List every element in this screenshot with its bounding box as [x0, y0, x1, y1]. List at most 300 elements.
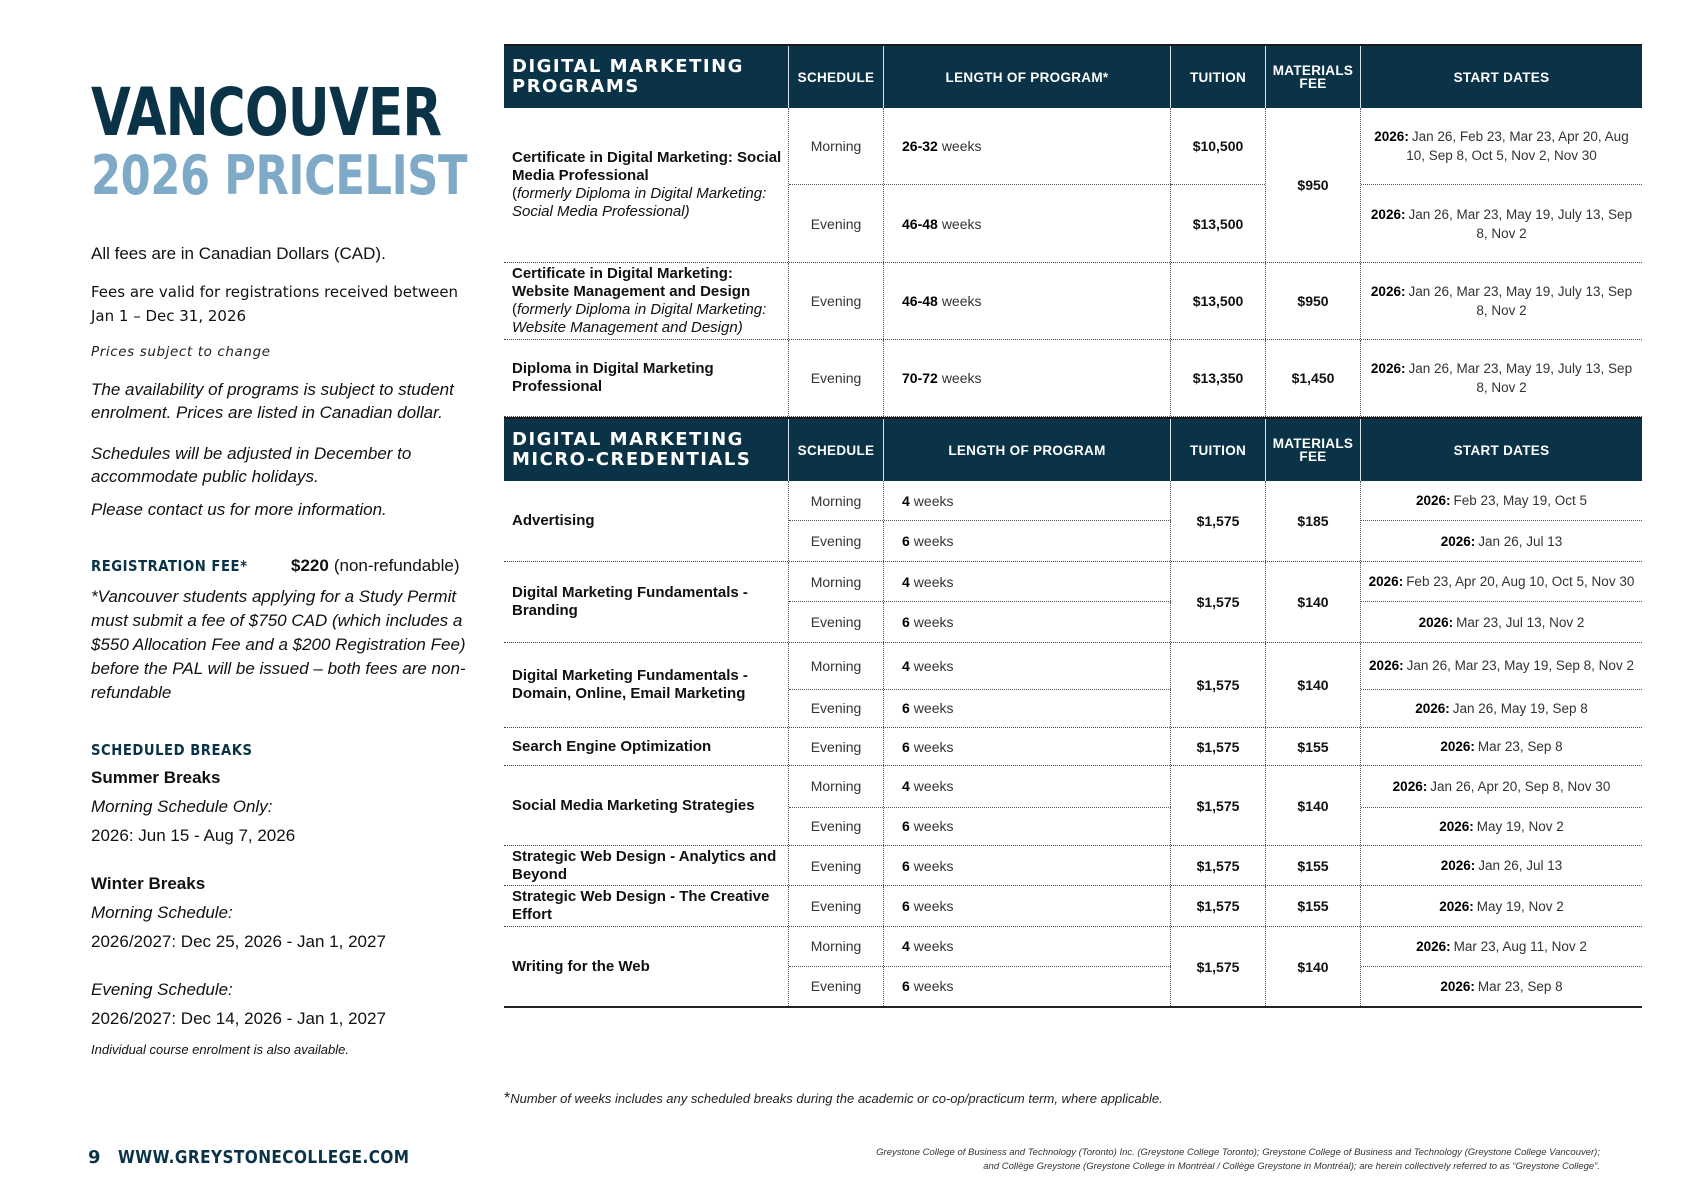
tuition-cell — [1171, 263, 1266, 339]
start-dates — [1361, 846, 1642, 885]
start-dates-cell — [1361, 263, 1642, 339]
start-date-list: Jan 26, Jul 13 — [1478, 533, 1563, 549]
length-footnote — [504, 1090, 1163, 1108]
length-cell — [884, 602, 1171, 642]
header-length: LENGTH OF PROGRAM — [884, 419, 1171, 481]
schedule-rows — [789, 108, 1171, 262]
schedule-cell: Evening — [789, 185, 884, 262]
validity-line-2: Jan 1 – Dec 31, 2026 — [91, 307, 247, 325]
schedule-rows — [789, 846, 1171, 885]
length-cell — [884, 643, 1171, 689]
header-materials: MATERIALS FEE — [1266, 46, 1361, 108]
former-name — [512, 301, 788, 337]
start-dates-cell — [1361, 481, 1642, 561]
start-date-list: Mar 23, Jul 13, Nov 2 — [1456, 614, 1585, 630]
program-name: Diploma in Digital Marketing Professional — [512, 360, 714, 395]
tuition-cell — [1171, 108, 1266, 262]
start-date-list: Feb 23, May 19, Oct 5 — [1453, 493, 1588, 508]
program-name-block — [512, 848, 788, 884]
program-name: Digital Marketing Fundamentals - Branding — [512, 584, 748, 619]
length-cell — [884, 766, 1171, 807]
schedule-row — [789, 728, 1171, 765]
schedule-rows — [789, 927, 1171, 1006]
materials-fee-value: $140 — [1266, 562, 1361, 642]
start-dates — [1361, 340, 1642, 416]
schedule-row — [789, 340, 1171, 416]
length-cell — [884, 967, 1171, 1006]
program-name-cell — [504, 766, 789, 845]
schedule-rows — [789, 340, 1171, 416]
program-name-cell — [504, 108, 789, 262]
start-date-list: Jan 26, Apr 20, Sep 8, Nov 30 — [1430, 778, 1611, 794]
length-cell — [884, 521, 1171, 561]
start-date-list: Feb 23, Apr 20, Aug 10, Oct 5, Nov 30 — [1406, 574, 1635, 589]
length-cell — [884, 481, 1171, 520]
cad-note: All fees are in Canadian Dollars (CAD). — [91, 244, 386, 263]
schedule-cell: Morning — [789, 481, 884, 520]
length-cell — [884, 728, 1171, 765]
program-name-block — [512, 149, 788, 221]
length-number: 4 — [902, 657, 910, 674]
schedule-cell: Morning — [789, 927, 884, 966]
start-year: 2026: — [1369, 658, 1404, 674]
length-number: 4 — [902, 778, 910, 795]
header-start-dates: START DATES — [1453, 442, 1550, 458]
length-unit: weeks — [913, 492, 954, 509]
start-dates — [1361, 481, 1642, 521]
tuition-value: $1,575 — [1171, 562, 1266, 642]
program-name-cell — [504, 728, 789, 765]
table-group — [504, 562, 1642, 643]
winter-breaks-title: Winter Breaks — [91, 874, 206, 893]
schedule-row — [789, 263, 1171, 339]
start-dates-cell — [1361, 886, 1642, 926]
legal-line-1: Greystone College of Business and Technology (Toronto) Inc. (Greystone College Toronto); Greystone College of Business and Technology (Greystone College Vancouver); — [876, 1147, 1600, 1158]
program-name-cell — [504, 927, 789, 1006]
summer-breaks-date: 2026: Jun 15 - Aug 7, 2026 — [91, 826, 296, 845]
tuition-value: $13,500 — [1192, 293, 1244, 309]
schedule-rows — [789, 766, 1171, 845]
start-dates — [1361, 602, 1642, 642]
start-dates — [1361, 521, 1642, 561]
start-dates-cell — [1361, 643, 1642, 727]
schedule-rows — [789, 562, 1171, 642]
length-number: 46-48 — [902, 215, 938, 232]
pricelist-table — [504, 44, 1642, 1008]
schedule-rows — [789, 643, 1171, 727]
start-year: 2026: — [1440, 978, 1475, 994]
tuition-value: $1,575 — [1171, 846, 1266, 885]
program-name-block — [512, 512, 595, 530]
length-number: 6 — [902, 700, 910, 717]
start-dates-cell — [1361, 927, 1642, 1006]
summer-breaks-sub: Morning Schedule Only: — [91, 797, 273, 816]
table-group — [504, 340, 1642, 417]
start-dates-text — [1415, 699, 1588, 718]
start-dates — [1361, 728, 1642, 765]
program-name: Advertising — [512, 512, 595, 529]
tuition-cell — [1171, 340, 1266, 416]
start-year: 2026: — [1440, 739, 1475, 754]
program-name-cell — [504, 481, 789, 561]
start-dates — [1361, 263, 1642, 339]
schedule-row — [789, 967, 1171, 1006]
start-date-list: Jan 26, Jul 13 — [1478, 858, 1563, 873]
schedule-cell: Evening — [789, 690, 884, 727]
winter-evening-sub: Evening Schedule: — [91, 980, 233, 999]
schedule-row — [789, 481, 1171, 521]
schedule-cell: Evening — [789, 886, 884, 926]
winter-evening-date: 2026/2027: Dec 14, 2026 - Jan 1, 2027 — [91, 1009, 386, 1028]
start-dates — [1361, 967, 1642, 1006]
schedule-row — [789, 643, 1171, 690]
header-tuition: TUITION — [1171, 46, 1266, 108]
footnote-star: * — [504, 1090, 511, 1107]
availability-note: The availability of programs is subject to student enrolment. Prices are listed in Canadian dollar. — [91, 380, 454, 422]
start-dates-cell — [1361, 728, 1642, 765]
schedule-rows — [789, 481, 1171, 561]
length-number: 4 — [902, 938, 910, 955]
start-dates-text — [1369, 656, 1634, 675]
schedule-cell: Evening — [789, 808, 884, 845]
start-dates — [1361, 643, 1642, 690]
micro-body — [504, 481, 1642, 1008]
materials-fee-value: $185 — [1266, 481, 1361, 561]
schedule-row — [789, 886, 1171, 926]
length-number: 26-32 — [902, 138, 938, 154]
summer-breaks-title: Summer Breaks — [91, 768, 221, 787]
start-date-list: May 19, Nov 2 — [1476, 898, 1564, 914]
registration-fee-label: REGISTRATION FEE* — [91, 557, 248, 575]
programs-section-title: DIGITAL MARKETING PROGRAMS — [504, 46, 789, 108]
materials-fee-value: $155 — [1266, 846, 1361, 885]
former-name-text: formerly Diploma in Digital Marketing: Social Media Professional) — [512, 185, 767, 220]
start-dates — [1361, 808, 1642, 845]
winter-morning-date: 2026/2027: Dec 25, 2026 - Jan 1, 2027 — [91, 932, 386, 951]
start-date-list: Jan 26, Feb 23, Mar 23, Apr 20, Aug 10, Sep 8, Oct 5, Nov 2, Nov 30 — [1406, 129, 1629, 163]
schedule-cell: Morning — [789, 766, 884, 807]
start-date-list: Jan 26, Mar 23, May 19, July 13, Sep 8, Nov 2 — [1408, 284, 1633, 318]
micro-section-title: DIGITAL MARKETING MICRO-CREDENTIALS — [504, 419, 789, 481]
tuition-value: $1,575 — [1171, 886, 1266, 926]
schedule-cell: Morning — [789, 562, 884, 601]
registration-fee-row — [91, 556, 481, 576]
length-cell — [884, 846, 1171, 885]
length-number: 6 — [902, 533, 910, 549]
start-dates — [1361, 185, 1642, 262]
footnote-text: Number of weeks includes any scheduled breaks during the academic or co-op/practicum term, where applicable. — [510, 1091, 1163, 1106]
start-year: 2026: — [1374, 129, 1409, 144]
start-date-list: Jan 26, Mar 23, May 19, July 13, Sep 8, Nov 2 — [1408, 206, 1633, 241]
start-year: 2026: — [1439, 898, 1474, 914]
length-unit: weeks — [941, 293, 982, 309]
former-name — [512, 185, 788, 221]
program-name: Certificate in Digital Marketing: Social Media Professional — [512, 149, 782, 184]
table-group — [504, 108, 1642, 263]
tuition-value: $10,500 — [1171, 108, 1265, 185]
start-dates-text — [1439, 817, 1564, 836]
materials-fee-value: $140 — [1266, 766, 1361, 845]
length-number: 6 — [902, 738, 910, 755]
program-name: Digital Marketing Fundamentals - Domain, Online, Email Marketing — [512, 667, 748, 702]
length-unit: weeks — [941, 215, 982, 232]
length-unit: weeks — [913, 978, 954, 995]
start-dates-text — [1369, 572, 1635, 591]
program-name-block — [512, 797, 755, 815]
info-panel — [91, 74, 481, 1057]
schedule-cell: Evening — [789, 967, 884, 1006]
program-name-block — [512, 265, 788, 337]
start-dates-text — [1440, 737, 1562, 756]
start-dates-text — [1365, 282, 1638, 320]
length-cell — [884, 185, 1171, 262]
former-open-paren: ( — [512, 301, 517, 318]
program-name-block — [512, 584, 788, 620]
length-number: 4 — [902, 573, 910, 590]
start-dates-cell — [1361, 766, 1642, 845]
length-unit: weeks — [913, 700, 954, 717]
header-schedule: SCHEDULE — [789, 46, 884, 108]
start-dates-text — [1365, 359, 1638, 397]
start-dates — [1361, 108, 1642, 185]
table-group — [504, 481, 1642, 562]
length-unit: weeks — [941, 370, 982, 386]
contact-note: Please contact us for more information. — [91, 500, 387, 519]
header-schedule: SCHEDULE — [789, 419, 884, 481]
former-name-text: formerly Diploma in Digital Marketing: Website Management and Design) — [512, 301, 767, 336]
start-dates-text — [1416, 491, 1587, 510]
start-year: 2026: — [1392, 778, 1428, 794]
length-number: 6 — [902, 898, 910, 914]
table-group — [504, 886, 1642, 927]
program-name-cell — [504, 643, 789, 727]
validity-line-1: Fees are valid for registrations received between — [91, 283, 459, 301]
program-name: Search Engine Optimization — [512, 737, 712, 755]
length-cell — [884, 263, 1171, 339]
program-name-cell — [504, 340, 789, 416]
program-name-block — [512, 958, 650, 976]
study-permit-note: *Vancouver students applying for a Study Permit must submit a fee of $750 CAD (which includes a $550 Allocation Fee and a $200 Registration Fee) before the PAL will be issued – both fees are non-refundable — [91, 587, 466, 702]
start-date-list: Jan 26, Mar 23, May 19, Sep 8, Nov 2 — [1406, 658, 1634, 674]
schedule-row — [789, 602, 1171, 642]
length-unit: weeks — [941, 138, 982, 154]
schedule-cell: Evening — [789, 728, 884, 765]
program-name-cell — [504, 846, 789, 885]
schedule-rows — [789, 263, 1171, 339]
schedule-cell: Morning — [789, 643, 884, 689]
city-title: VANCOUVER — [91, 74, 442, 151]
length-cell — [884, 562, 1171, 601]
schedule-row — [789, 108, 1171, 185]
validity-note — [91, 280, 481, 328]
length-number: 46-48 — [902, 293, 938, 309]
registration-fee-amount: $220 — [291, 556, 329, 575]
length-number: 6 — [902, 978, 910, 995]
length-unit: weeks — [913, 857, 954, 874]
schedule-row — [789, 766, 1171, 808]
page-footer — [88, 1147, 461, 1168]
length-unit: weeks — [913, 818, 954, 835]
legal-line-2: and Collège Greystone (Greystone College in Montréal / Collège Greystone in Montréal); are herein collectively referred to as “Greystone College”. — [983, 1161, 1600, 1172]
materials-fee-value: $950 — [1266, 108, 1361, 262]
start-year: 2026: — [1418, 614, 1454, 630]
start-dates-cell — [1361, 846, 1642, 885]
program-name: Strategic Web Design - The Creative Effort — [512, 888, 770, 923]
schedule-note: Schedules will be adjusted in December to accommodate public holidays. — [91, 444, 412, 486]
start-year: 2026: — [1370, 361, 1406, 376]
length-unit: weeks — [913, 573, 954, 590]
start-year: 2026: — [1368, 574, 1404, 589]
start-date-list: Mar 23, Aug 11, Nov 2 — [1453, 938, 1587, 954]
materials-fee-value: $140 — [1266, 643, 1361, 727]
schedule-row — [789, 562, 1171, 602]
length-unit: weeks — [913, 614, 954, 630]
header-length: LENGTH OF PROGRAM* — [884, 46, 1171, 108]
start-dates-text — [1439, 897, 1564, 916]
tuition-value: $1,575 — [1171, 481, 1266, 561]
start-dates-text — [1419, 613, 1585, 632]
program-name-cell — [504, 263, 789, 339]
header-tuition: TUITION — [1171, 419, 1266, 481]
start-date-list: Mar 23, Sep 8 — [1477, 978, 1563, 994]
program-name-block — [512, 738, 711, 756]
winter-morning-sub: Morning Schedule: — [91, 903, 233, 922]
length-number: 70-72 — [902, 370, 938, 386]
start-dates-cell — [1361, 340, 1642, 416]
length-cell — [884, 886, 1171, 926]
length-unit: weeks — [913, 898, 954, 914]
start-year: 2026: — [1416, 938, 1451, 954]
tuition-value: $13,350 — [1192, 370, 1244, 386]
program-name: Certificate in Digital Marketing: Website Management and Design — [512, 265, 751, 300]
tuition-value: $1,575 — [1171, 643, 1266, 727]
start-dates — [1361, 562, 1642, 602]
schedule-row — [789, 808, 1171, 845]
length-unit: weeks — [913, 778, 954, 795]
schedule-cell: Evening — [789, 602, 884, 642]
materials-fee-value: $155 — [1266, 886, 1361, 926]
schedule-rows — [789, 728, 1171, 765]
tuition-value: $13,500 — [1192, 215, 1244, 232]
table-group — [504, 846, 1642, 886]
schedule-cell: Evening — [789, 263, 884, 339]
website-link[interactable]: WWW.GREYSTONECOLLEGE.COM — [118, 1147, 410, 1168]
start-dates-cell — [1361, 562, 1642, 642]
former-open-paren: ( — [512, 185, 517, 202]
schedule-cell: Morning — [789, 108, 884, 184]
header-materials: MATERIALS FEE — [1266, 419, 1361, 481]
schedule-row — [789, 521, 1171, 561]
schedule-row — [789, 185, 1171, 262]
length-cell — [884, 808, 1171, 845]
programs-body — [504, 108, 1642, 417]
start-dates-text — [1441, 532, 1563, 551]
schedule-rows — [789, 886, 1171, 926]
program-name-block — [512, 360, 788, 396]
micro-header-row — [504, 417, 1642, 481]
pricelist-title: 2026 PRICELIST — [91, 144, 468, 207]
start-dates — [1361, 690, 1642, 727]
start-year: 2026: — [1440, 533, 1476, 549]
start-date-list: Mar 23, Sep 8 — [1477, 739, 1563, 754]
schedule-row — [789, 927, 1171, 967]
table-group — [504, 927, 1642, 1008]
start-date-list: Jan 26, Mar 23, May 19, July 13, Sep 8, Nov 2 — [1408, 361, 1633, 395]
tuition-value: $1,575 — [1171, 728, 1266, 765]
length-unit: weeks — [913, 738, 954, 755]
start-dates-cell — [1361, 108, 1642, 262]
start-dates — [1361, 886, 1642, 926]
start-dates-text — [1365, 127, 1638, 165]
length-number: 4 — [902, 492, 910, 509]
start-year: 2026: — [1370, 206, 1406, 222]
materials-fee-value: $950 — [1266, 263, 1361, 339]
page-number: 9 — [88, 1147, 101, 1168]
table-group — [504, 263, 1642, 340]
program-name: Writing for the Web — [512, 957, 650, 975]
start-date-list: May 19, Nov 2 — [1476, 818, 1564, 834]
start-dates-text — [1440, 977, 1562, 996]
start-year: 2026: — [1415, 493, 1451, 508]
start-dates-text — [1441, 856, 1563, 875]
program-name: Strategic Web Design - Analytics and Beyond — [512, 847, 777, 883]
length-unit: weeks — [913, 938, 954, 955]
schedule-row — [789, 846, 1171, 885]
schedule-row — [789, 690, 1171, 727]
start-date-list: Jan 26, May 19, Sep 8 — [1452, 700, 1588, 716]
length-number: 6 — [902, 857, 910, 874]
start-dates — [1361, 927, 1642, 967]
materials-fee-value: $1,450 — [1266, 340, 1361, 416]
start-year: 2026: — [1440, 858, 1476, 873]
start-year: 2026: — [1415, 700, 1450, 716]
start-dates-text — [1416, 937, 1587, 956]
schedule-cell: Evening — [789, 521, 884, 561]
legal-notice — [820, 1146, 1600, 1174]
length-number: 6 — [902, 614, 910, 630]
program-name: Social Media Marketing Strategies — [512, 796, 755, 814]
program-name-block — [512, 667, 788, 703]
start-dates-text — [1365, 205, 1638, 243]
table-group — [504, 766, 1642, 846]
schedule-cell: Evening — [789, 846, 884, 885]
length-unit: weeks — [913, 657, 954, 674]
header-start-dates: START DATES — [1453, 69, 1550, 85]
start-year: 2026: — [1439, 818, 1474, 834]
length-cell — [884, 927, 1171, 966]
table-group — [504, 728, 1642, 766]
schedule-cell: Evening — [789, 340, 884, 416]
length-cell — [884, 690, 1171, 727]
table-group — [504, 643, 1642, 728]
prices-change-note: Prices subject to change — [91, 344, 271, 360]
materials-fee-value: $140 — [1266, 927, 1361, 1006]
length-cell — [884, 108, 1171, 184]
registration-fee-note: (non-refundable) — [333, 556, 460, 575]
length-cell — [884, 340, 1171, 416]
individual-enrolment-note: Individual course enrolment is also available. — [91, 1042, 349, 1057]
tuition-value: $1,575 — [1171, 927, 1266, 1006]
program-name-block — [512, 888, 788, 924]
scheduled-breaks-heading: SCHEDULED BREAKS — [91, 741, 253, 759]
start-dates — [1361, 766, 1642, 808]
length-unit: weeks — [913, 533, 954, 549]
program-name-cell — [504, 562, 789, 642]
tuition-value: $1,575 — [1171, 766, 1266, 845]
materials-fee-value: $155 — [1266, 728, 1361, 765]
start-year: 2026: — [1370, 284, 1406, 299]
length-number: 6 — [902, 818, 910, 835]
